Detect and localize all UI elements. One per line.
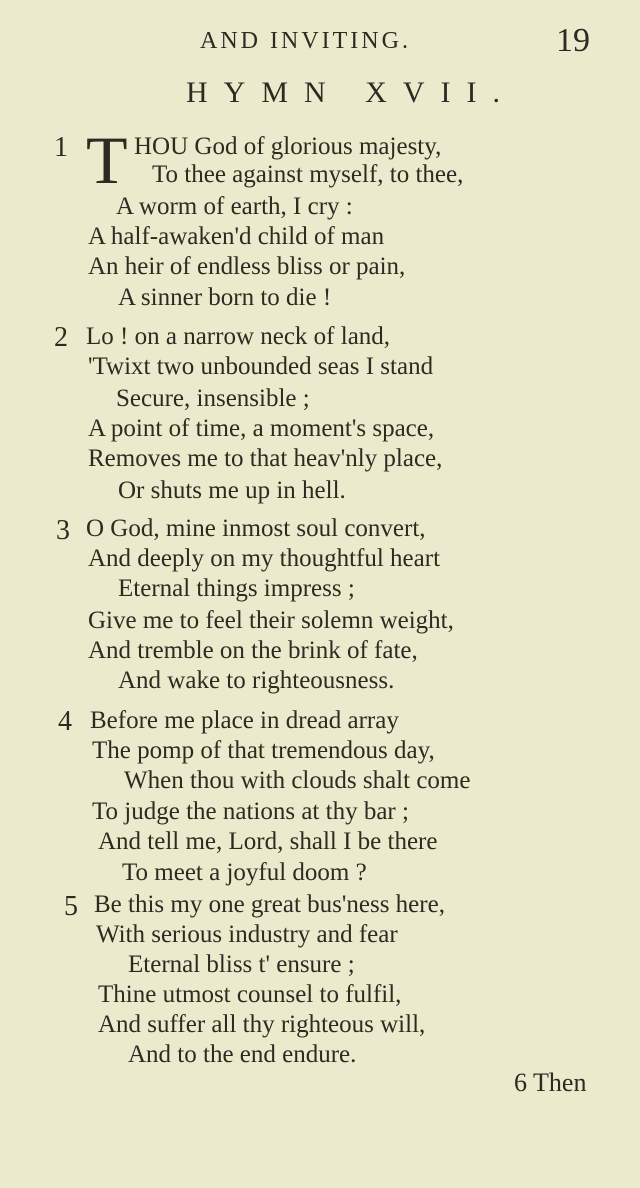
verse-line: And tremble on the brink of fate, bbox=[88, 637, 418, 664]
verse-line: Thine utmost counsel to fulfil, bbox=[98, 981, 402, 1008]
running-head-title: AND INVITING. bbox=[200, 28, 411, 54]
verse-line: Give me to feel their solemn weight, bbox=[88, 607, 454, 634]
verse-line: Removes me to that heav'nly place, bbox=[88, 445, 443, 472]
verse-line: To meet a joyful doom ? bbox=[122, 859, 367, 886]
verse-line: The pomp of that tremendous day, bbox=[92, 737, 435, 764]
verse-line: And suffer all thy righteous will, bbox=[98, 1011, 426, 1038]
verse-line: A point of time, a moment's space, bbox=[88, 415, 435, 442]
verse-line: Secure, insensible ; bbox=[116, 385, 310, 412]
verse-line: And tell me, Lord, shall I be there bbox=[98, 828, 438, 855]
verse-line: Or shuts me up in hell. bbox=[118, 477, 346, 504]
verse-line: HOU God of glorious majesty, bbox=[134, 133, 442, 160]
verse-line: When thou with clouds shalt come bbox=[124, 767, 471, 794]
hymn-title: HYMN XVII. bbox=[186, 76, 516, 109]
verse-line: With serious industry and fear bbox=[96, 921, 398, 948]
verse-line: O God, mine inmost soul convert, bbox=[86, 515, 426, 542]
verse-line: Eternal things impress ; bbox=[118, 575, 355, 602]
verse-line: And deeply on my thoughtful heart bbox=[88, 545, 441, 572]
page-number: 19 bbox=[556, 22, 590, 59]
verse-line: Be this my one great bus'ness here, bbox=[94, 891, 445, 918]
stanza-number: 4 bbox=[58, 706, 72, 737]
verse-line: An heir of endless bliss or pain, bbox=[88, 253, 406, 280]
verse-line: And wake to righteousness. bbox=[118, 667, 395, 694]
stanza-number: 3 bbox=[56, 515, 70, 546]
catchword: 6 Then bbox=[514, 1068, 587, 1097]
verse-line: Before me place in dread array bbox=[90, 707, 399, 734]
verse-line: A half-awaken'd child of man bbox=[88, 223, 385, 250]
running-head bbox=[0, 22, 640, 62]
verse-line: To thee against myself, to thee, bbox=[152, 161, 464, 188]
stanza-number: 1 bbox=[54, 132, 68, 163]
stanza-number: 5 bbox=[64, 891, 78, 922]
verse-line: And to the end endure. bbox=[128, 1041, 357, 1068]
verse-line: 'Twixt two unbounded seas I stand bbox=[88, 353, 434, 380]
verse-line: A worm of earth, I cry : bbox=[116, 193, 353, 220]
verse-line: Eternal bliss t' ensure ; bbox=[128, 951, 355, 978]
verse-line: A sinner born to die ! bbox=[118, 284, 332, 311]
verse-line: To judge the nations at thy bar ; bbox=[92, 798, 409, 825]
stanza-number: 2 bbox=[54, 322, 68, 353]
drop-cap: T bbox=[86, 122, 128, 198]
verse-line: Lo ! on a narrow neck of land, bbox=[86, 323, 391, 350]
